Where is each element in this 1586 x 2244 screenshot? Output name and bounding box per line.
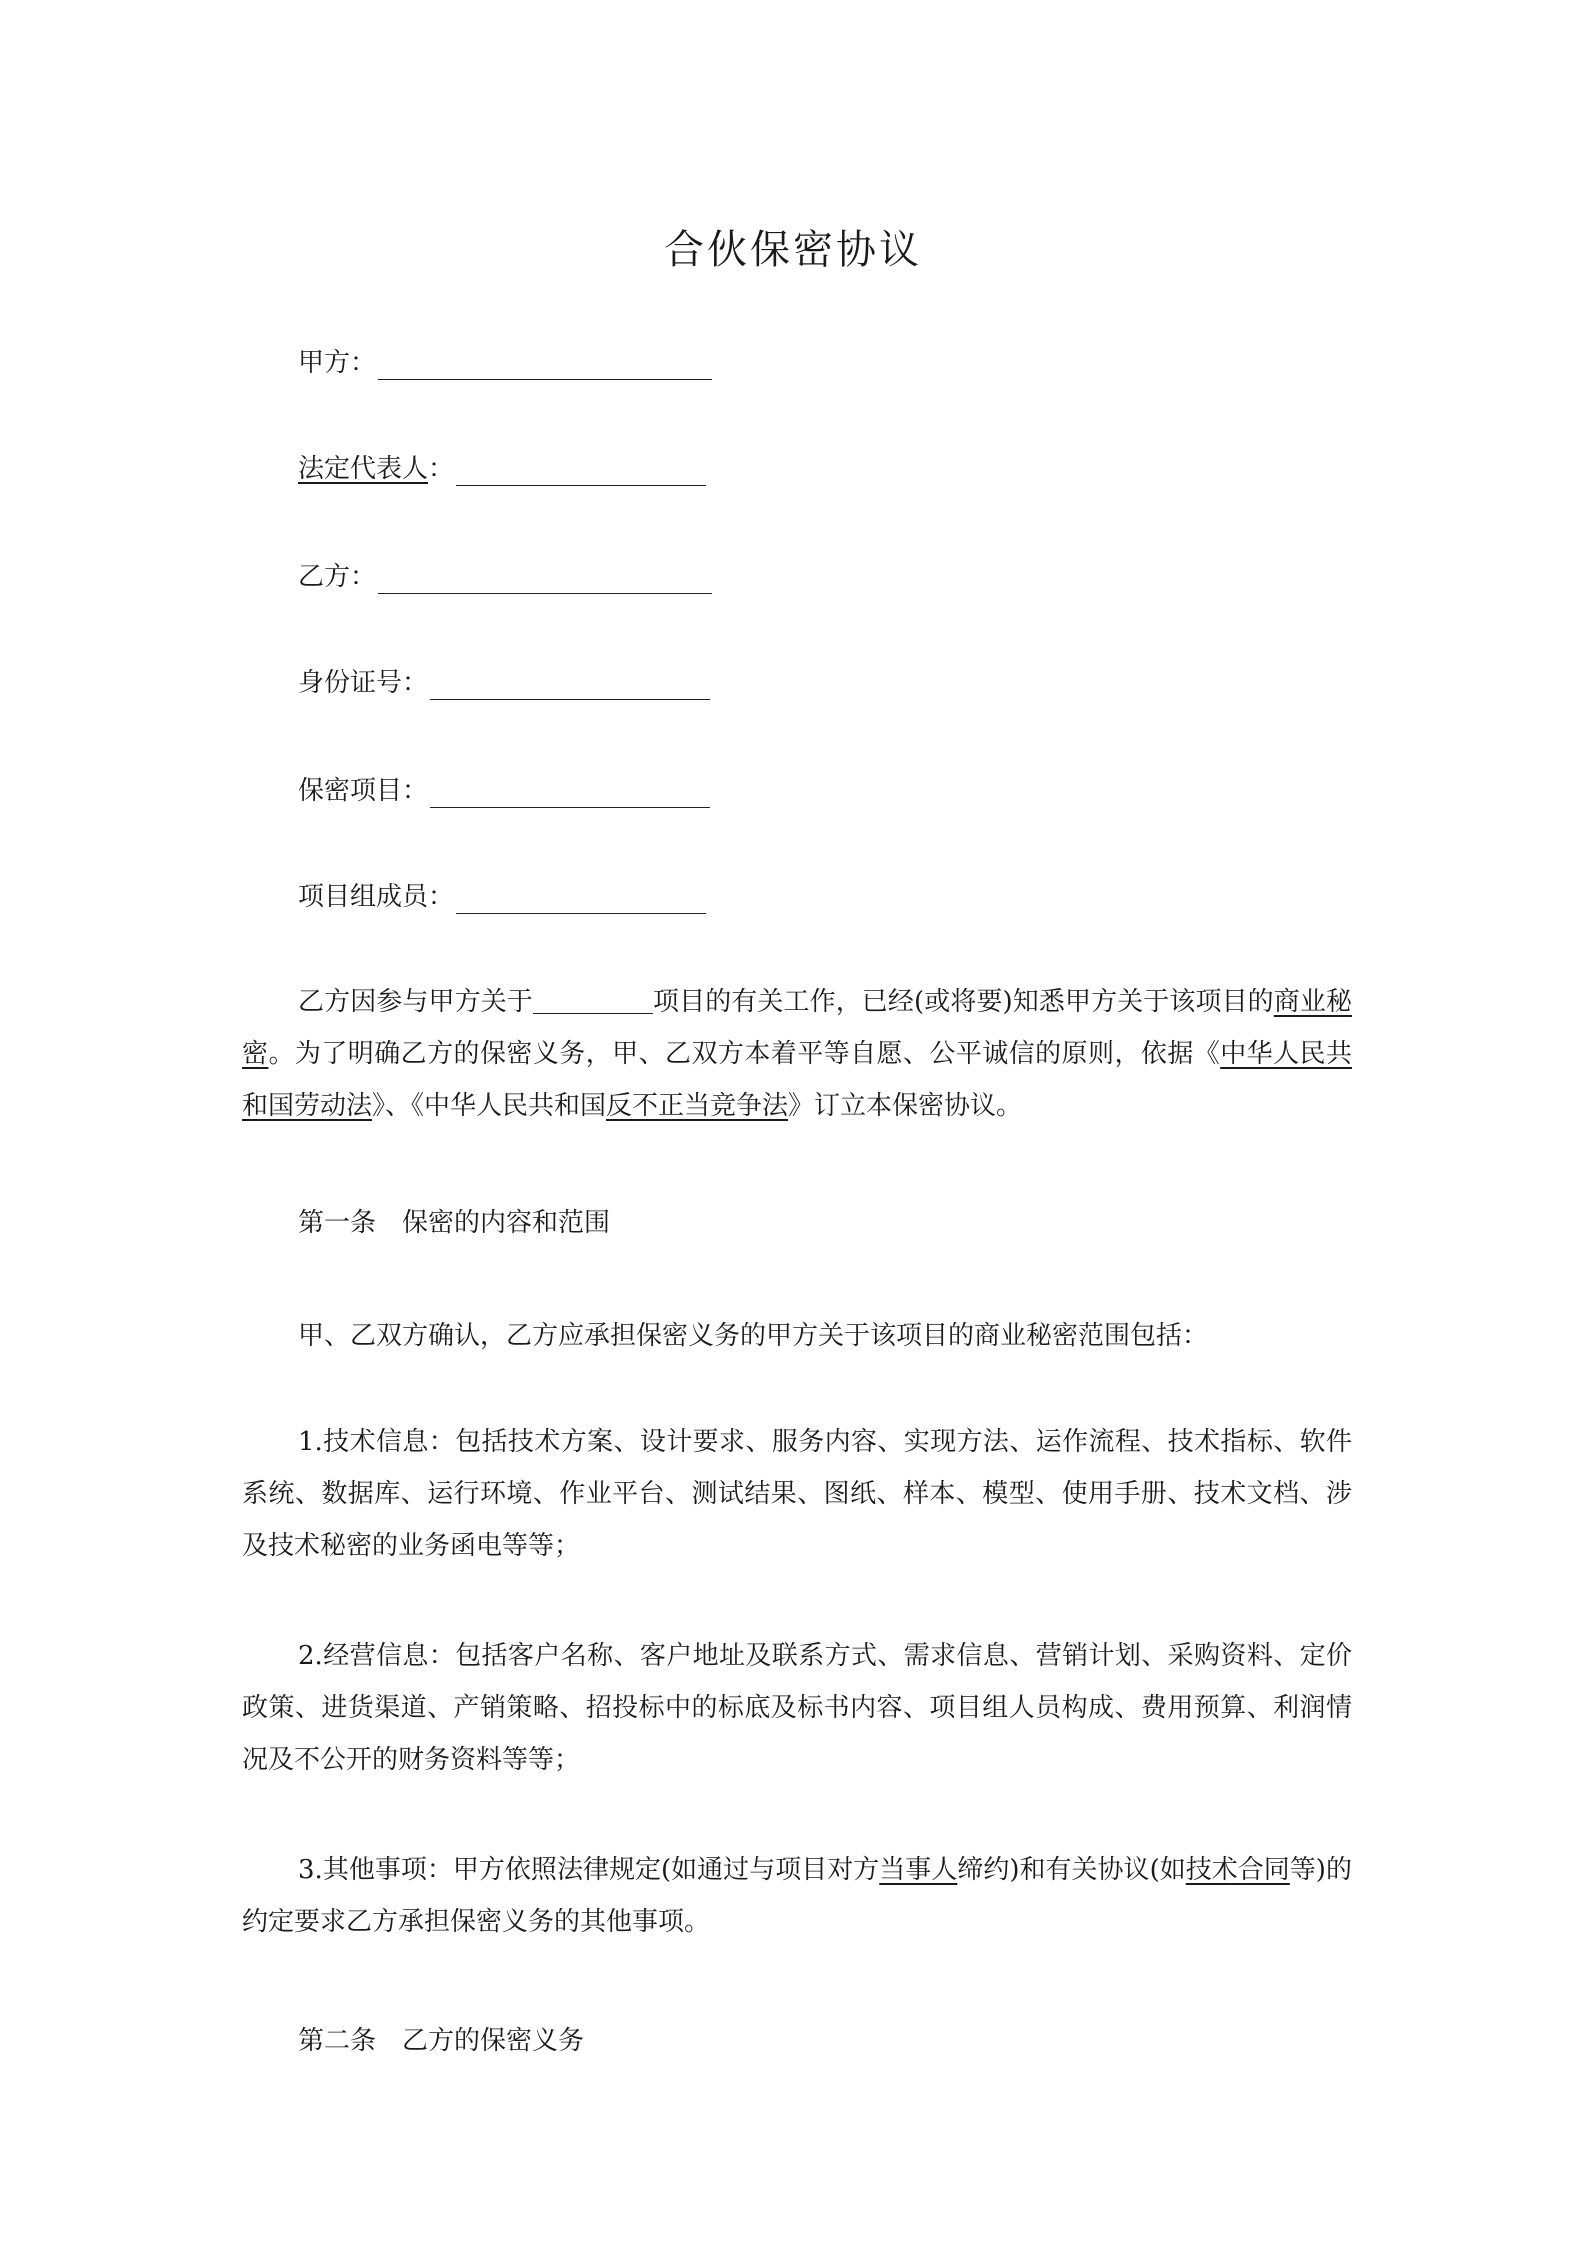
project-name-blank[interactable] xyxy=(533,987,653,1014)
party-link: 当事人 xyxy=(879,1855,958,1885)
intro-paragraph xyxy=(242,976,1352,1132)
article-1-heading xyxy=(298,1206,610,1240)
item-2-paragraph: 2.经营信息：包括客户名称、客户地址及联系方式、需求信息、营销计划、采购资料、定价政策、进货渠道、产销策略、招投标中的标底及标书内容、项目组人员构成、费用预算、利润情况及不公开的财务资料等等； xyxy=(242,1641,1352,1775)
party-b-field xyxy=(298,560,712,594)
id-number-label: 身份证号： xyxy=(298,668,429,698)
members-field xyxy=(298,880,706,914)
article-2-heading xyxy=(298,2024,584,2058)
intro-text-3: 。为了明确乙方的保密义务，甲、乙双方本着平等自愿、公平诚信的原则，依据《 xyxy=(268,1039,1221,1069)
party-a-label: 甲方： xyxy=(298,348,377,378)
item-3-text-2: 缔约)和有关协议(如 xyxy=(957,1855,1186,1885)
tech-contract-link: 技术合同 xyxy=(1185,1855,1290,1885)
article-2-number: 第二条 xyxy=(298,2026,377,2056)
legal-rep-blank-line[interactable] xyxy=(456,457,706,486)
scope-intro-paragraph: 甲、乙双方确认，乙方应承担保密义务的甲方关于该项目的商业秘密范围包括： xyxy=(298,1321,1209,1351)
item-1-paragraph: 1.技术信息：包括技术方案、设计要求、服务内容、实现方法、运作流程、技术指标、软件系统、数据库、运行环境、作业平台、测试结果、图纸、样本、模型、使用手册、技术文档、涉及技术秘密的业务函电等等； xyxy=(242,1427,1352,1561)
members-blank-line[interactable] xyxy=(456,885,706,914)
labor-law-link: 中华人民共和国劳动法 xyxy=(242,1039,1352,1121)
project-field xyxy=(298,774,710,808)
item-3-text-1: 3.其他事项：甲方依照法律规定(如通过与项目对方 xyxy=(298,1855,880,1885)
project-blank-line[interactable] xyxy=(430,779,710,808)
item-3-text-3: 等)的约定要求乙方承担保密义务的其他事项。 xyxy=(242,1855,1352,1937)
article-1-title: 保密的内容和范围 xyxy=(402,1208,611,1238)
party-b-blank-line[interactable] xyxy=(378,565,712,594)
unfair-competition-law-link: 反不正当竞争法 xyxy=(606,1091,789,1121)
intro-text-1: 乙方因参与甲方关于 xyxy=(298,987,533,1017)
article-1-number: 第一条 xyxy=(298,1208,377,1238)
party-a-field xyxy=(298,346,712,380)
id-number-field xyxy=(298,666,710,700)
project-label: 保密项目： xyxy=(298,776,429,806)
members-label: 项目组成员： xyxy=(298,882,455,912)
intro-text-4: 》、《中华人民共和国 xyxy=(372,1091,607,1121)
intro-text-2: 项目的有关工作，已经(或将要)知悉甲方关于该项目的 xyxy=(652,987,1274,1017)
document-title: 合伙保密协议 xyxy=(664,227,922,273)
article-2-title: 乙方的保密义务 xyxy=(402,2026,585,2056)
legal-rep-colon: ： xyxy=(428,454,455,484)
id-number-blank-line[interactable] xyxy=(430,671,710,700)
trade-secret-link: 商业秘密 xyxy=(242,987,1352,1069)
legal-rep-label: 法定代表人 xyxy=(298,454,429,484)
party-a-blank-line[interactable] xyxy=(378,351,712,380)
item-3-paragraph xyxy=(242,1844,1352,1948)
legal-rep-field xyxy=(298,452,706,486)
intro-text-5: 》订立本保密协议。 xyxy=(788,1091,1023,1121)
party-b-label: 乙方： xyxy=(298,562,377,592)
